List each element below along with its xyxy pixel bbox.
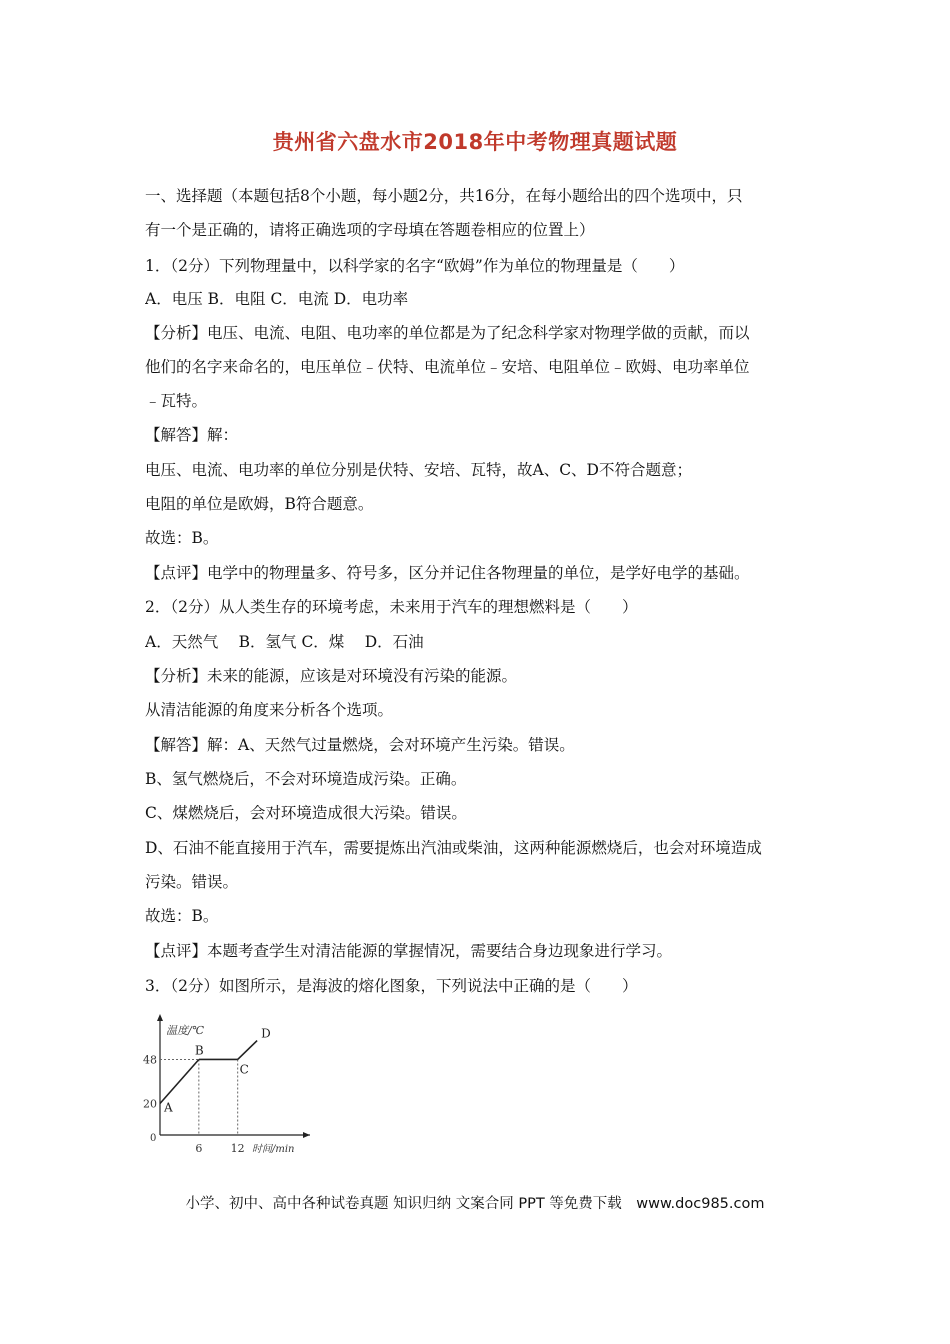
text-line: C、煤燃烧后，会对环境造成很大污染。错误。 xyxy=(145,804,467,822)
point-label-d: D xyxy=(261,1026,271,1041)
point-label-a: A xyxy=(164,1100,173,1115)
text-line: 从清洁能源的角度来分析各个选项。 xyxy=(145,701,394,719)
point-label-c: C xyxy=(239,1062,249,1077)
text-line: ﹣瓦特。 xyxy=(145,392,208,410)
melting-graph xyxy=(140,1010,320,1160)
text-line: D、石油不能直接用于汽车，需要提炼出汽油或柴油，这两种能源燃烧后，也会对环境造成 xyxy=(145,839,762,857)
text-line: 1．（2分）下列物理量中，以科学家的名字“欧姆”作为单位的物理量是（ ） xyxy=(145,257,685,275)
y-axis-arrow xyxy=(157,1014,163,1021)
page-title: 贵州省六盘水市2018年中考物理真题试题 xyxy=(272,130,678,154)
page-footer: 小学、初中、高中各种试卷真题 知识归纳 文案合同 PPT 等免费下载 www.doc985.com xyxy=(185,1196,765,1212)
text-line: 有一个是正确的，请将正确选项的字母填在答题卷相应的位置上） xyxy=(145,221,595,239)
x-tick-label: 6 xyxy=(195,1142,203,1155)
x-tick-label: 12 xyxy=(230,1142,245,1155)
text-line: 故选：B。 xyxy=(145,529,219,547)
text-line: 3．（2分）如图所示，是海波的熔化图象，下列说法中正确的是（ ） xyxy=(145,977,638,995)
text-line: 故选：B。 xyxy=(145,907,219,925)
text-line: B、氢气燃烧后，不会对环境造成污染。正确。 xyxy=(145,770,467,788)
y-axis-label: 温度/℃ xyxy=(166,1024,205,1037)
text-line: 【点评】本题考查学生对清洁能源的掌握情况，需要结合身边现象进行学习。 xyxy=(145,942,673,960)
text-line: 一、选择题（本题包括8个小题，每小题2分，共16分，在每小题给出的四个选项中，只 xyxy=(145,187,743,205)
series-segment xyxy=(160,1059,199,1103)
text-line: 【解答】解：A、天然气过量燃烧，会对环境产生污染。错误。 xyxy=(145,736,575,754)
x-axis-label: 时间/min xyxy=(252,1144,295,1155)
text-line: 【分析】电压、电流、电阻、电功率的单位都是为了纪念科学家对物理学做的贡献，而以 xyxy=(145,324,750,342)
text-line: 【点评】电学中的物理量多、符号多，区分并记住各物理量的单位，是学好电学的基础。 xyxy=(145,564,750,582)
text-line: 2．（2分）从人类生存的环境考虑，未来用于汽车的理想燃料是（ ） xyxy=(145,598,638,616)
series-segment xyxy=(238,1041,257,1060)
text-line: 污染。错误。 xyxy=(145,873,239,891)
y-tick-label: 20 xyxy=(143,1097,157,1111)
text-line: 【分析】未来的能源，应该是对环境没有污染的能源。 xyxy=(145,667,518,685)
x-axis-arrow xyxy=(303,1132,310,1138)
origin-label: 0 xyxy=(150,1133,157,1144)
text-line: 电压、电流、电功率的单位分别是伏特、安培、瓦特，故A、C、D不符合题意； xyxy=(145,461,692,479)
text-line: 电阻的单位是欧姆，B符合题意。 xyxy=(145,495,374,513)
text-line: A．电压 B．电阻 C．电流 D．电功率 xyxy=(145,290,409,308)
y-tick-label: 48 xyxy=(143,1053,157,1067)
text-line: 【解答】解： xyxy=(145,426,239,444)
text-line: A．天然气 B．氢气 C．煤 D．石油 xyxy=(145,633,424,651)
point-label-b: B xyxy=(194,1043,204,1058)
text-line: 他们的名字来命名的，电压单位﹣伏特、电流单位﹣安培、电阻单位﹣欧姆、电功率单位 xyxy=(145,358,750,376)
